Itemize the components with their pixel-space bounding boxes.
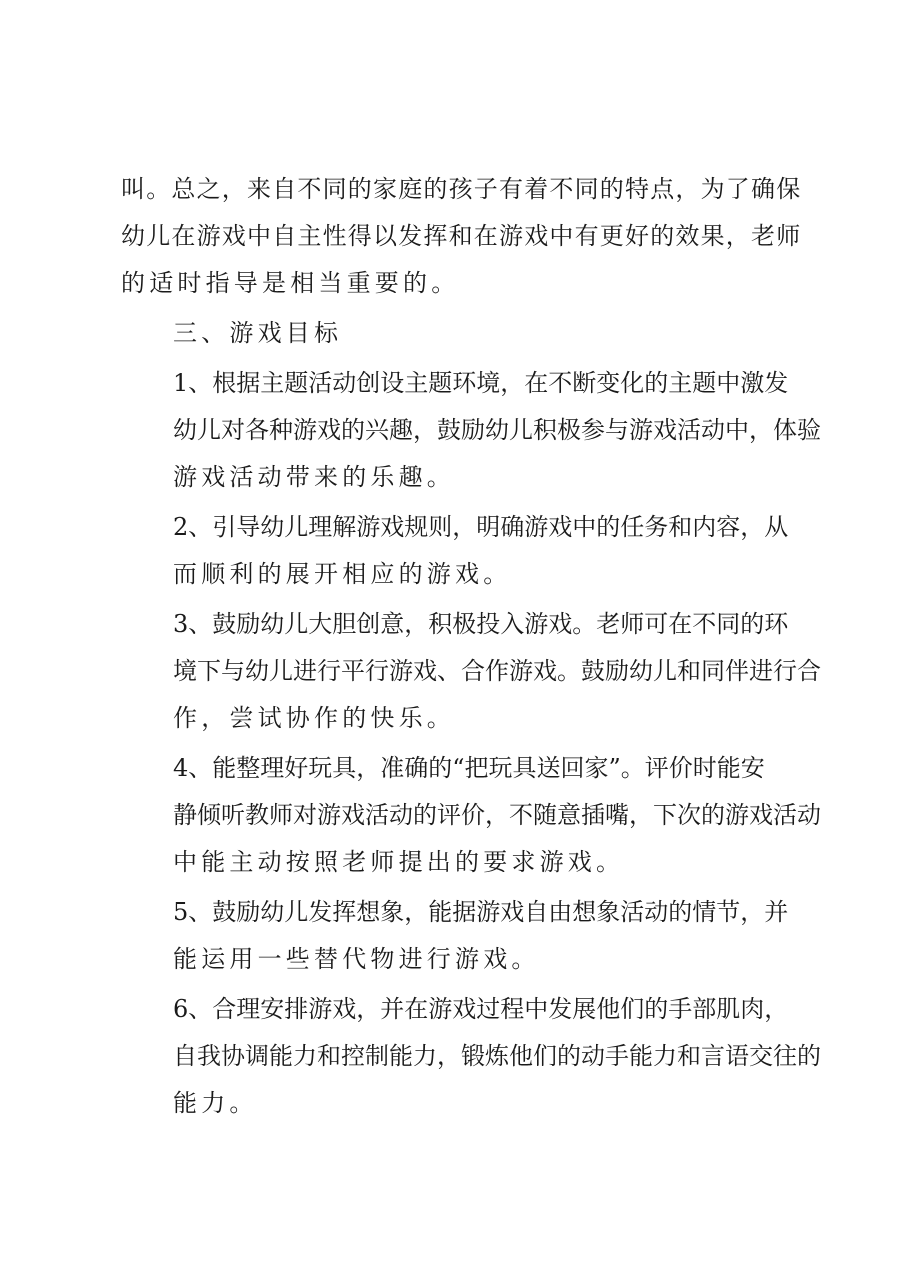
text-line: 能运用一些替代物进行游戏。 bbox=[173, 945, 540, 973]
text-line: 幼儿对各种游戏的兴趣，鼓励幼儿积极参与游戏活动中，体验 bbox=[173, 416, 821, 444]
text-line: 2、引导幼儿理解游戏规则，明确游戏中的任务和内容，从 bbox=[173, 513, 789, 541]
text-line: 6、合理安排游戏，并在游戏过程中发展他们的手部肌肉， bbox=[173, 995, 789, 1023]
paragraph-continuation bbox=[121, 166, 801, 307]
text-line: 而顺利的展开相应的游戏。 bbox=[173, 560, 512, 588]
text-line: 作，尝试协作的快乐。 bbox=[173, 704, 455, 732]
paragraph-goal-3 bbox=[121, 601, 821, 742]
text-line: 4、能整理好玩具，准确的“把玩具送回家”。评价时能安 bbox=[173, 754, 765, 782]
document-body bbox=[121, 166, 821, 1127]
text-line: 的适时指导是相当重要的。 bbox=[121, 269, 460, 297]
text-line: 3、鼓励幼儿大胆创意，积极投入游戏。老师可在不同的环 bbox=[173, 610, 789, 638]
text-line: 中能主动按照老师提出的要求游戏。 bbox=[173, 848, 625, 876]
text-line: 游戏活动带来的乐趣。 bbox=[173, 463, 455, 491]
text-line: 能力。 bbox=[173, 1089, 258, 1117]
heading-text: 三、游戏目标 bbox=[173, 319, 343, 347]
paragraph-goal-4 bbox=[121, 745, 821, 886]
text-line: 1、根据主题活动创设主题环境，在不断变化的主题中激发 bbox=[173, 369, 789, 397]
section-heading bbox=[121, 310, 801, 357]
text-line: 自我协调能力和控制能力，锻炼他们的动手能力和言语交往的 bbox=[173, 1042, 821, 1070]
text-line: 叫。总之，来自不同的家庭的孩子有着不同的特点，为了确保 bbox=[121, 175, 802, 203]
text-line: 境下与幼儿进行平行游戏、合作游戏。鼓励幼儿和同伴进行合 bbox=[173, 657, 821, 685]
text-line: 5、鼓励幼儿发挥想象，能据游戏自由想象活动的情节，并 bbox=[173, 898, 789, 926]
paragraph-goal-6 bbox=[121, 986, 821, 1127]
text-line: 静倾听教师对游戏活动的评价，不随意插嘴，下次的游戏活动 bbox=[173, 801, 821, 829]
paragraph-goal-2 bbox=[121, 504, 801, 598]
paragraph-goal-5 bbox=[121, 889, 801, 983]
text-line: 幼儿在游戏中自主性得以发挥和在游戏中有更好的效果，老师 bbox=[121, 222, 802, 250]
paragraph-goal-1 bbox=[121, 360, 821, 501]
